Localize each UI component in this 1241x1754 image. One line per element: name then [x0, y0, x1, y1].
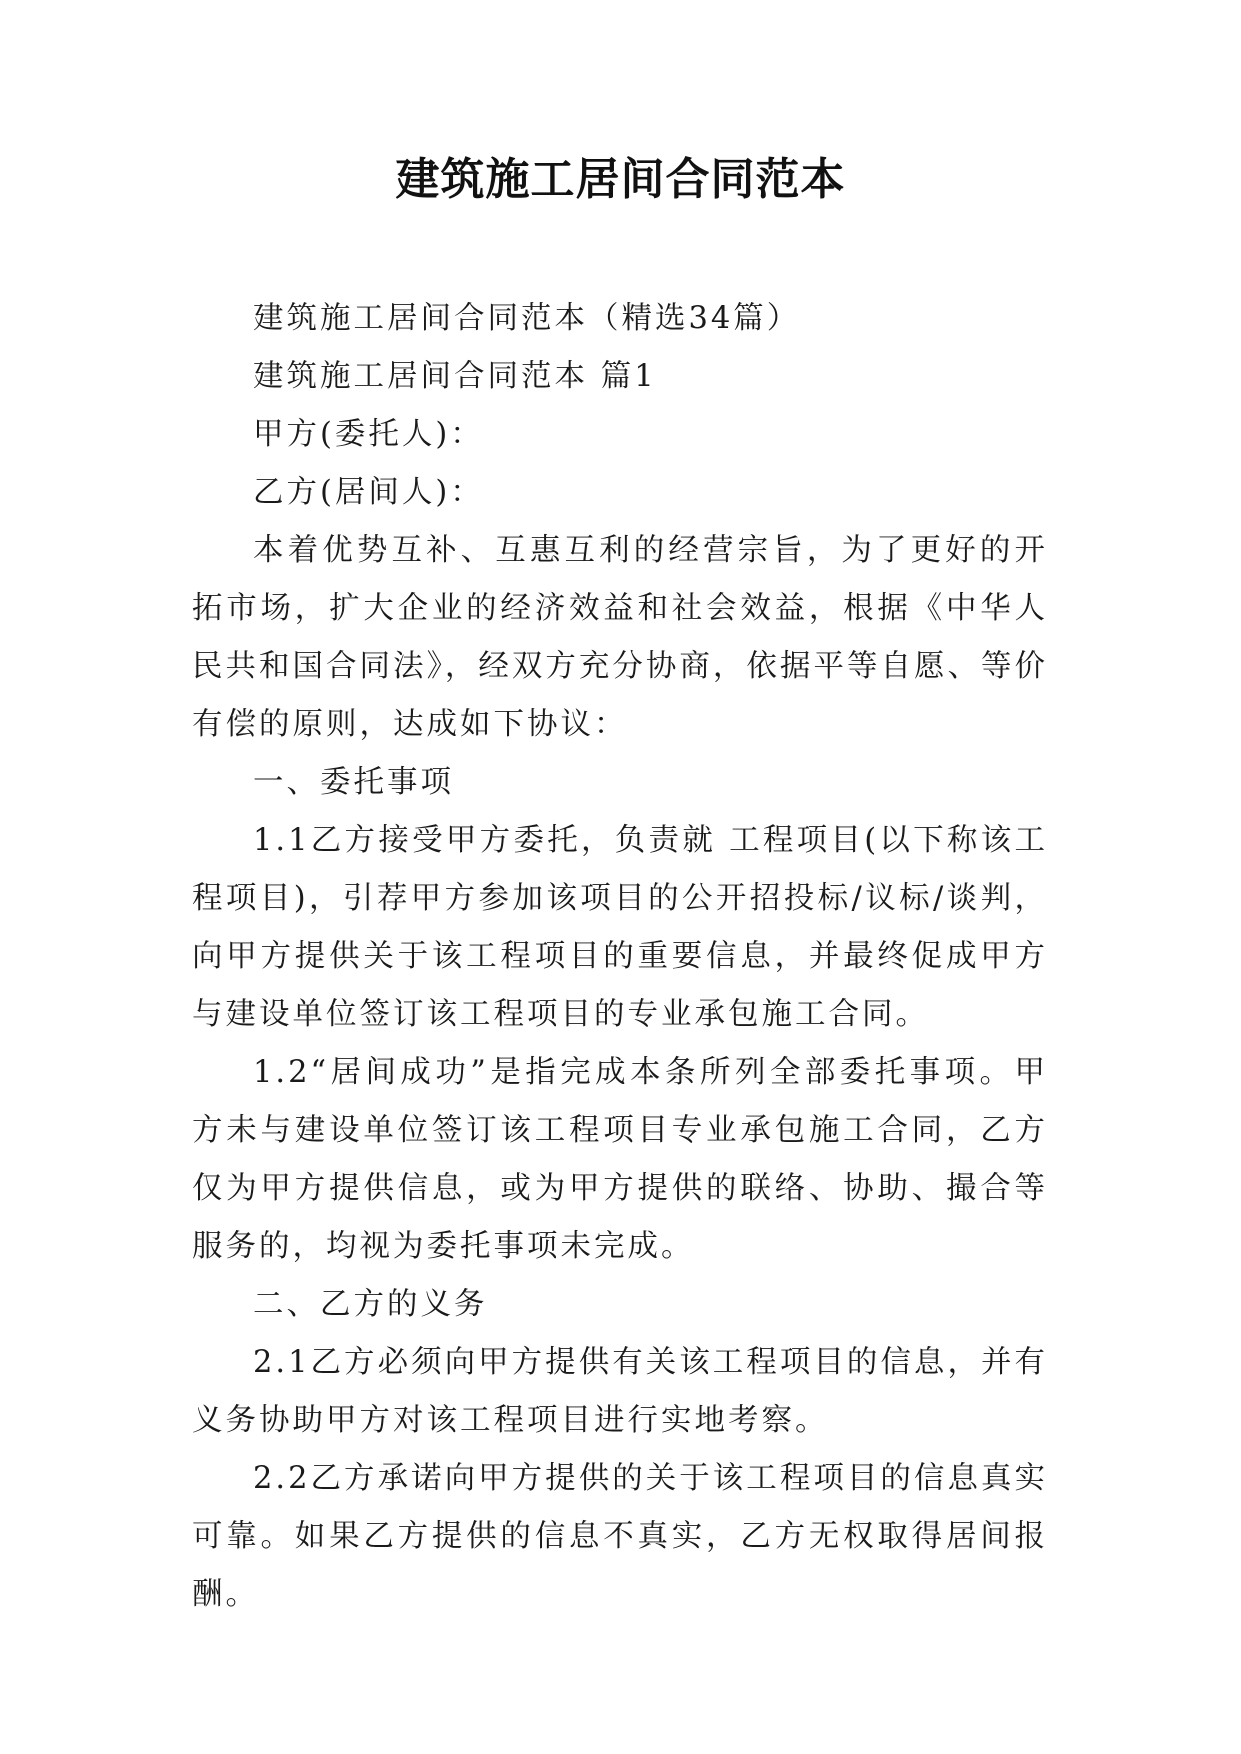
paragraph-party-a: 甲方(委托人)： [253, 417, 484, 452]
paragraph-preamble: 本着优势互补、互惠互利的经营宗旨，为了更好的开拓市场，扩大企业的经济效益和社会效益，根据《中华人民共和国合同法》，经双方充分协商，依据平等自愿、等价有偿的原则，达成如下协议： [192, 533, 1048, 742]
paragraph-clause-1-1: 1.1乙方接受甲方委托，负责就 工程项目(以下称该工程项目)，引荐甲方参加该项目的公开招投标/议标/谈判，向甲方提供关于该工程项目的重要信息，并最终促成甲方与建设单位签订该工程项目的专业承包施工合同。 [192, 823, 1048, 1032]
document-title: 建筑施工居间合同范本 [395, 154, 846, 205]
paragraph-section-heading: 建筑施工居间合同范本 篇1 [253, 359, 657, 394]
paragraph-heading-2: 二、乙方的义务 [253, 1287, 488, 1322]
paragraph-clause-1-2: 1.2“居间成功”是指完成本条所列全部委托事项。甲方未与建设单位签订该工程项目专业承包施工合同，乙方仅为甲方提供信息，或为甲方提供的联络、协助、撮合等服务的，均视为委托事项未完成。 [192, 1055, 1048, 1264]
paragraph-heading-1: 一、委托事项 [253, 765, 454, 800]
paragraph-party-b: 乙方(居间人)： [253, 475, 484, 510]
document-body [192, 290, 1048, 1624]
paragraph-clause-2-2: 2.2乙方承诺向甲方提供的关于该工程项目的信息真实可靠。如果乙方提供的信息不真实，乙方无权取得居间报酬。 [192, 1461, 1048, 1612]
paragraph-clause-2-1: 2.1乙方必须向甲方提供有关该工程项目的信息，并有义务协助甲方对该工程项目进行实地考察。 [192, 1345, 1048, 1438]
paragraph-subtitle: 建筑施工居间合同范本（精选34篇） [253, 301, 801, 336]
